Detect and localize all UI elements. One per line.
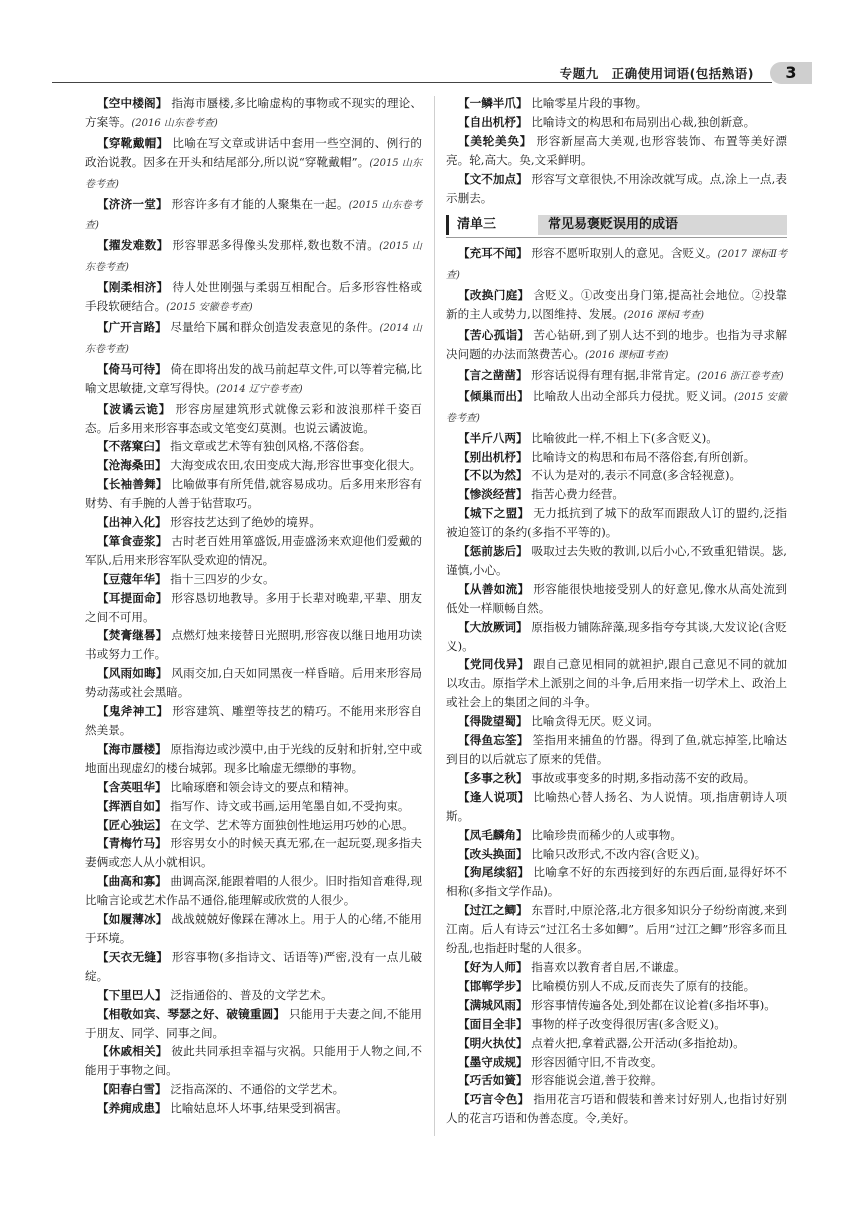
idiom-term: 【曲高和寡】	[97, 874, 167, 889]
idiom-definition: 形容许多有才能的人聚集在一起。	[171, 196, 349, 211]
idiom-entry	[85, 664, 422, 702]
idiom-definition: 比喻在写文章或讲话中套用一些空洞的、例行的政治说教。因多在开头和结尾部分,所以说“穿靴戴帽”。	[85, 135, 422, 169]
idiom-term: 【狗尾续貂】	[458, 865, 530, 880]
idiom-entry	[446, 845, 787, 864]
idiom-term: 【过江之鲫】	[458, 903, 528, 918]
page-number: 3	[770, 62, 812, 84]
idiom-entry	[446, 580, 787, 618]
idiom-term: 【巧言令色】	[458, 1092, 530, 1107]
idiom-entry	[85, 400, 422, 438]
idiom-definition: 含贬义。①改变出身门第,提高社会地位。②投靠新的主人或势力,以图维持、发展。	[446, 288, 787, 322]
idiom-definition: 指文章或艺术等有独创风格,不落俗套。	[170, 439, 372, 454]
idiom-entry	[446, 485, 787, 504]
idiom-definition: 形容写文章很快,不用涂改就写成。点,涂上一点,表示删去。	[446, 171, 787, 205]
idiom-term: 【倾巢而出】	[458, 388, 529, 403]
idiom-entry	[446, 977, 787, 996]
idiom-term: 【箪食壶浆】	[97, 533, 168, 548]
exam-source: (2016 浙江卷考查)	[697, 370, 784, 382]
idiom-term: 【相敬如宾、琴瑟之好、破镜重圆】	[97, 1006, 286, 1021]
idiom-definition: 只能用于夫妻之间,不能用于朋友、同学、同事之间。	[85, 1006, 423, 1040]
idiom-entry	[446, 113, 787, 132]
idiom-entry	[85, 1080, 422, 1099]
idiom-entry	[85, 740, 422, 778]
idiom-term: 【城下之盟】	[458, 506, 530, 521]
idiom-entry	[446, 170, 787, 208]
idiom-entry	[446, 1071, 787, 1090]
idiom-definition: 大海变成农田,农田变成大海,形容世事变化很大。	[170, 458, 422, 473]
idiom-definition: 形容不愿听取别人的意见。含贬义。	[531, 246, 718, 261]
idiom-definition: 比喻做事有所凭借,就容易成功。后多用来形容有财势、有手腕的人善于钻营取巧。	[85, 477, 422, 511]
idiom-definition: 东晋时,中原沦落,北方很多知识分子纷纷南渡,来到江南。后人有诗云“过江名士多如鲫”。后用“过江之鲫”形容多而且纷乱,也指赶时髦的人很多。	[446, 903, 787, 956]
idiom-definition: 比喻琢磨和领会诗文的要点和精神。	[170, 779, 356, 794]
idiom-entry	[85, 834, 422, 872]
idiom-term: 【出神入化】	[97, 515, 167, 530]
idiom-entry	[446, 769, 787, 788]
page-header	[52, 62, 812, 90]
column-divider	[434, 96, 435, 1136]
idiom-term: 【好为人师】	[458, 959, 528, 974]
idiom-definition: 筌指用来捕鱼的竹器。得到了鱼,就忘掉筌,比喻达到目的以后就忘了原来的凭借。	[446, 733, 787, 766]
idiom-definition: 跟自己意见相同的就袒护,跟自己意见不同的就加以攻击。原指学术上派别之间的斗争,后用来指一切学术上、政治上或社会上的集团之间的斗争。	[446, 657, 787, 710]
idiom-entry	[85, 1099, 422, 1118]
right-main-entries	[446, 244, 787, 1128]
idiom-definition: 比喻诗文的构思和布局别出心裁,独创新意。	[531, 114, 756, 129]
idiom-term: 【沧海桑田】	[97, 458, 167, 473]
idiom-definition: 形容房屋建筑形式就像云彩和波浪那样千姿百态。后多用来形容事态或文笔变幻莫测。也说云谲波诡。	[85, 401, 422, 435]
idiom-entry	[85, 456, 422, 475]
idiom-definition: 形容因循守旧,不肯改变。	[531, 1054, 663, 1069]
exam-source: (2014 辽宁卷考查)	[216, 383, 303, 395]
idiom-term: 【风雨如晦】	[97, 666, 168, 681]
idiom-term: 【焚膏继晷】	[97, 628, 168, 643]
idiom-entry	[85, 134, 422, 195]
idiom-term: 【半斤八两】	[458, 430, 528, 445]
idiom-definition: 比喻彼此一样,不相上下(多含贬义)。	[531, 430, 718, 445]
idiom-definition: 比喻诗文的构思和布局不落俗套,有所创新。	[531, 449, 756, 464]
idiom-term: 【长袖善舞】	[97, 477, 168, 492]
idiom-entry	[446, 542, 787, 580]
idiom-term: 【耳提面命】	[97, 590, 168, 605]
idiom-definition: 彼此共同承担幸福与灾祸。只能用于人物之间,不能用于事物之间。	[85, 1044, 422, 1078]
idiom-entry	[446, 466, 787, 485]
idiom-term: 【阳春白雪】	[97, 1082, 167, 1097]
idiom-definition: 形容能说会道,善于狡辩。	[531, 1073, 663, 1088]
idiom-term: 【大放厥词】	[458, 619, 528, 634]
idiom-term: 【含英咀华】	[97, 779, 167, 794]
idiom-definition: 比喻热心替人扬名、为人说情。项,指唐朝诗人项斯。	[446, 789, 787, 823]
exam-source: (2016 课标Ⅱ考查)	[585, 349, 669, 361]
exam-source: (2015 安徽卷考查)	[446, 391, 787, 424]
idiom-entry	[446, 958, 787, 977]
exam-source: (2017 课标Ⅱ考查)	[446, 249, 787, 282]
idiom-entry	[85, 910, 422, 948]
idiom-entry	[85, 94, 422, 134]
idiom-entry	[85, 1005, 422, 1043]
idiom-term: 【从善如流】	[458, 581, 530, 596]
idiom-definition: 指用花言巧语和假装和善来讨好别人,也指讨好别人的花言巧语和伪善态度。令,美好。	[446, 1092, 787, 1126]
idiom-term: 【休戚相关】	[97, 1044, 168, 1059]
idiom-entry	[446, 655, 787, 712]
right-column	[446, 94, 787, 1128]
idiom-entry	[85, 986, 422, 1005]
section-title: 常见易褒贬误用的成语	[538, 215, 787, 235]
idiom-definition: 不认为是对的,表示不同意(多含轻视意)。	[531, 468, 742, 483]
idiom-definition: 形容事物(多指诗文、话语等)严密,没有一点儿破绽。	[85, 949, 422, 983]
idiom-entry	[85, 948, 422, 986]
idiom-term: 【挥洒自如】	[97, 798, 167, 813]
exam-source: (2015 山东卷考查)	[85, 157, 423, 190]
idiom-entry	[85, 589, 422, 627]
idiom-definition: 形容新屋高大美观,也形容装饰、布置等美好漂亮。轮,高大。奂,文采鲜明。	[446, 133, 787, 167]
idiom-entry	[85, 195, 422, 237]
idiom-definition: 指十三四岁的少女。	[170, 571, 275, 586]
idiom-term: 【豆蔻年华】	[97, 571, 167, 586]
idiom-entry	[446, 387, 787, 429]
exam-source: (2015 山东卷考查)	[85, 199, 422, 232]
idiom-term: 【明火执仗】	[458, 1035, 528, 1050]
idiom-term: 【不落窠臼】	[97, 439, 167, 454]
idiom-entry	[85, 1042, 422, 1080]
idiom-term: 【下里巴人】	[97, 987, 167, 1002]
idiom-term: 【倚马可待】	[97, 361, 167, 376]
idiom-definition: 比喻拿不好的东西接到好的东西后面,显得好坏不相称(多指文学作品)。	[446, 865, 787, 899]
right-top-entries	[446, 94, 787, 207]
idiom-definition: 在文学、艺术等方面独创性地运用巧妙的心思。	[170, 817, 414, 832]
idiom-entry	[85, 475, 422, 513]
idiom-definition: 比喻只改形式,不改内容(含贬义)。	[531, 846, 707, 861]
idiom-entry	[85, 278, 422, 318]
idiom-term: 【多事之秋】	[458, 770, 528, 785]
idiom-entry	[85, 360, 422, 400]
idiom-entry	[85, 532, 422, 570]
idiom-definition: 事物的样子改变得很厉害(多含贬义)。	[531, 1016, 726, 1031]
idiom-term: 【改头换面】	[458, 846, 528, 861]
idiom-entry	[446, 901, 787, 958]
idiom-term: 【党同伐异】	[458, 657, 530, 672]
section-label: 清单三	[446, 215, 504, 235]
idiom-term: 【得鱼忘筌】	[458, 733, 529, 748]
idiom-term: 【别出机杼】	[458, 449, 528, 464]
idiom-entry	[446, 863, 787, 901]
idiom-definition: 原指极力铺陈辞藻,现多指夸夸其谈,大发议论(含贬义)。	[446, 619, 787, 653]
idiom-definition: 无力抵抗到了城下的敌军而跟敌人订的盟约,泛指被迫签订的条约(多指不平等的)。	[446, 506, 787, 540]
idiom-entry	[85, 626, 422, 664]
idiom-definition: 形容恳切地教导。多用于长辈对晚辈,平辈、朋友之间不可用。	[85, 590, 422, 624]
idiom-term: 【充耳不闻】	[458, 246, 528, 261]
idiom-entry	[85, 513, 422, 532]
idiom-definition: 指喜欢以教育者自居,不谦虚。	[531, 959, 686, 974]
idiom-term: 【满城风雨】	[458, 997, 528, 1012]
idiom-entry	[446, 244, 787, 286]
idiom-term: 【文不加点】	[458, 171, 528, 186]
header-title: 专题九 正确使用词语(包括熟语)	[559, 66, 754, 81]
idiom-entry	[85, 778, 422, 797]
idiom-term: 【空中楼阁】	[97, 96, 168, 110]
idiom-entry	[446, 1015, 787, 1034]
idiom-term: 【养痈成患】	[97, 1101, 167, 1116]
idiom-term: 【青梅竹马】	[97, 836, 167, 851]
idiom-definition: 比喻珍贵而稀少的人或事物。	[531, 827, 682, 842]
idiom-term: 【一鳞半爪】	[458, 96, 528, 110]
idiom-definition: 形容事情传遍各处,到处都在议论着(多指坏事)。	[531, 997, 776, 1012]
idiom-definition: 点着火把,拿着武器,公开活动(多指抢劫)。	[531, 1035, 745, 1050]
idiom-definition: 比喻模仿别人不成,反而丧失了原有的技能。	[531, 978, 756, 993]
idiom-entry	[446, 429, 787, 448]
idiom-entry	[446, 1053, 787, 1072]
idiom-term: 【面目全非】	[458, 1016, 528, 1031]
exam-source: (2014 山东卷考查)	[85, 322, 423, 355]
idiom-definition: 比喻贪得无厌。贬义词。	[531, 714, 659, 729]
idiom-definition: 事故或事变多的时期,多指动荡不安的政局。	[531, 770, 756, 785]
idiom-term: 【擢发难数】	[97, 238, 169, 253]
idiom-term: 【如履薄冰】	[97, 912, 168, 927]
idiom-term: 【济济一堂】	[97, 196, 168, 211]
idiom-entry	[85, 816, 422, 835]
idiom-term: 【广开言路】	[97, 319, 167, 334]
exam-source: (2016 山东卷考查)	[131, 117, 218, 129]
idiom-term: 【邯郸学步】	[458, 978, 528, 993]
idiom-term: 【天衣无缝】	[97, 949, 169, 964]
idiom-entry	[85, 797, 422, 816]
idiom-entry	[446, 94, 787, 113]
idiom-entry	[85, 702, 422, 740]
idiom-term: 【匠心独运】	[97, 817, 167, 832]
idiom-definition: 尽量给下属和群众创造发表意见的条件。	[170, 319, 380, 334]
idiom-definition: 形容建筑、雕塑等技艺的精巧。不能用来形容自然美景。	[85, 704, 422, 737]
idiom-term: 【美轮美奂】	[458, 133, 533, 148]
idiom-term: 【惩前毖后】	[458, 544, 528, 559]
idiom-entry	[446, 448, 787, 467]
idiom-definition: 曲调高深,能跟着唱的人很少。旧时指知音难得,现比喻言论或艺术作品不通俗,能理解或欣赏的人很少。	[85, 874, 422, 908]
idiom-term: 【不以为然】	[458, 468, 528, 483]
idiom-definition: 苦心钻研,到了别人达不到的地步。也指为寻求解决问题的办法而煞费苦心。	[446, 328, 787, 361]
idiom-definition: 点燃灯烛来接替日光照明,形容夜以继日地用功读书或努力工作。	[85, 628, 422, 662]
idiom-definition: 待人处世刚强与柔弱互相配合。后多形容性格或手段软硬结合。	[85, 280, 422, 314]
exam-source: (2015 安徽卷考查)	[166, 302, 253, 314]
header-rule	[52, 82, 772, 83]
idiom-term: 【穿靴戴帽】	[97, 135, 169, 150]
idiom-entry	[446, 731, 787, 769]
idiom-term: 【凤毛麟角】	[458, 827, 528, 842]
idiom-definition: 指苦心费力经营。	[531, 487, 625, 502]
idiom-definition: 比喻姑息坏人坏事,结果受到祸害。	[170, 1101, 348, 1116]
idiom-term: 【墨守成规】	[458, 1054, 528, 1069]
idiom-definition: 形容男女小的时候天真无邪,在一起玩耍,现多指夫妻俩或恋人从小就相识。	[85, 836, 422, 870]
idiom-entry	[85, 872, 422, 910]
idiom-term: 【苦心孤诣】	[458, 328, 530, 343]
idiom-entry	[85, 318, 422, 360]
idiom-definition: 形容罪恶多得像头发那样,数也数不清。	[172, 238, 380, 253]
idiom-definition: 泛指通俗的、普及的文学艺术。	[170, 987, 333, 1002]
idiom-definition: 吸取过去失败的教训,以后小心,不致重犯错误。毖,谨慎,小心。	[446, 544, 787, 577]
idiom-definition: 比喻敌人出动全部兵力侵扰。贬义词。	[532, 388, 734, 403]
idiom-entry	[446, 1090, 787, 1128]
idiom-entry	[446, 326, 787, 366]
idiom-term: 【自出机杼】	[458, 114, 528, 129]
idiom-term: 【刚柔相济】	[97, 280, 169, 295]
left-column	[85, 94, 422, 1118]
idiom-entry	[446, 788, 787, 826]
idiom-entry	[446, 286, 787, 326]
idiom-definition: 倚在即将出发的战马前起草文件,可以等着完稿,比喻文思敏捷,文章写得快。	[85, 361, 422, 395]
idiom-definition: 古时老百姓用箪盛饭,用壶盛汤来欢迎他们爱戴的军队,后用来形容军队受欢迎的情况。	[85, 533, 422, 567]
idiom-entry	[446, 826, 787, 845]
idiom-definition: 指写作、诗文或书画,运用笔墨自如,不受拘束。	[170, 798, 410, 813]
idiom-term: 【鬼斧神工】	[97, 704, 169, 719]
idiom-definition: 比喻零星片段的事物。	[531, 96, 648, 110]
idiom-term: 【巧舌如簧】	[458, 1073, 528, 1088]
idiom-definition: 形容技艺达到了绝妙的境界。	[170, 515, 321, 530]
idiom-entry	[446, 504, 787, 542]
idiom-entry	[446, 1034, 787, 1053]
idiom-entry	[446, 132, 787, 170]
idiom-definition: 形容话说得有理有据,非常肯定。	[531, 367, 698, 382]
idiom-definition: 战战兢兢好像踩在薄冰上。用于人的心绪,不能用于环境。	[85, 912, 422, 945]
idiom-entry	[446, 366, 787, 387]
section-heading	[446, 215, 787, 238]
idiom-term: 【惨淡经营】	[458, 487, 528, 502]
exam-source: (2016 课标Ⅰ考查)	[623, 310, 704, 322]
idiom-entry	[446, 996, 787, 1015]
idiom-definition: 泛指高深的、不通俗的文学艺术。	[170, 1082, 345, 1097]
idiom-entry	[85, 437, 422, 456]
idiom-entry	[446, 618, 787, 656]
exam-source: (2015 山东卷考查)	[85, 241, 423, 274]
idiom-entry	[85, 570, 422, 589]
idiom-term: 【言之凿凿】	[458, 367, 528, 382]
idiom-definition: 指海市蜃楼,多比喻虚构的事物或不现实的理论、方案等。	[85, 96, 422, 129]
idiom-term: 【得陇望蜀】	[458, 714, 528, 729]
idiom-term: 【海市蜃楼】	[97, 741, 167, 756]
idiom-definition: 形容能很快地接受别人的好意见,像水从高处流到低处一样顺畅自然。	[446, 581, 787, 615]
idiom-entry	[85, 236, 422, 278]
idiom-definition: 原指海边或沙漠中,由于光线的反射和折射,空中或地面出现虚幻的楼台城郭。现多比喻虚无缥缈的事物。	[85, 741, 422, 775]
idiom-term: 【波谲云诡】	[97, 401, 172, 416]
idiom-term: 【改换门庭】	[458, 288, 530, 303]
idiom-term: 【逢人说项】	[458, 789, 530, 804]
idiom-definition: 风雨交加,白天如同黑夜一样昏暗。后用来形容局势动荡或社会黑暗。	[85, 666, 422, 700]
idiom-entry	[446, 712, 787, 731]
